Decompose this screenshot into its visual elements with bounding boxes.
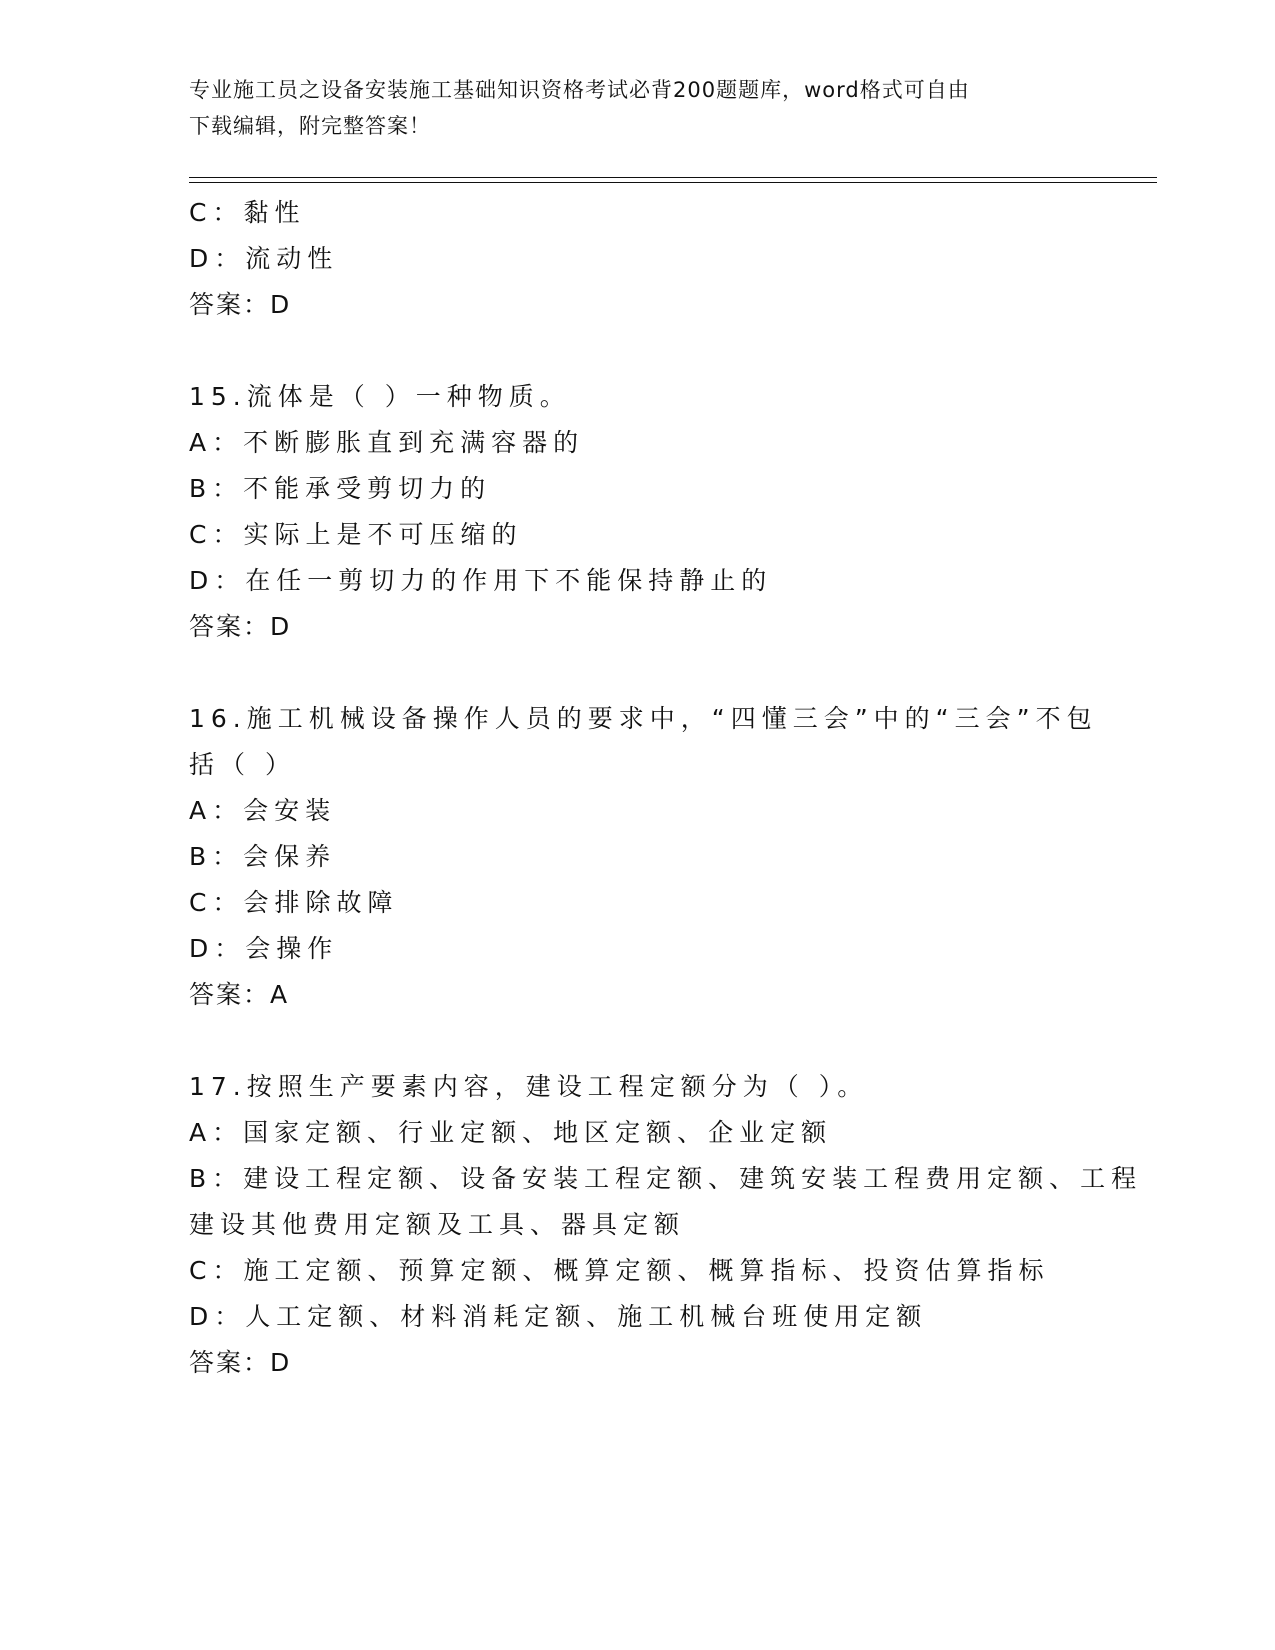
answer-line: 答案：D bbox=[189, 612, 292, 641]
option-c: C：实际上是不可压缩的 bbox=[189, 520, 523, 549]
header-line-1: 专业施工员之设备安装施工基础知识资格考试必背200题题库，word格式可自由 bbox=[189, 78, 970, 102]
question-block-14-tail bbox=[189, 190, 1089, 328]
answer-line: 答案：D bbox=[189, 1348, 292, 1377]
option-b-line-2: 建设其他费用定额及工具、器具定额 bbox=[189, 1210, 686, 1239]
question-stem-line-1: 16.施工机械设备操作人员的要求中，“四懂三会”中的“三会”不包 bbox=[189, 704, 1098, 733]
answer-line: 答案：D bbox=[189, 290, 292, 319]
option-a: A：会安装 bbox=[189, 796, 337, 825]
option-b: B：会保养 bbox=[189, 842, 337, 871]
option-b-line-1: B：建设工程定额、设备安装工程定额、建筑安装工程费用定额、工程 bbox=[189, 1164, 1143, 1193]
question-list bbox=[189, 190, 1143, 1386]
option-a: A：不断膨胀直到充满容器的 bbox=[189, 428, 585, 457]
question-block-15 bbox=[189, 374, 1089, 650]
option-a: A：国家定额、行业定额、地区定额、企业定额 bbox=[189, 1118, 833, 1147]
option-c: C：施工定额、预算定额、概算定额、概算指标、投资估算指标 bbox=[189, 1256, 1050, 1285]
question-stem: 17.按照生产要素内容，建设工程定额分为（ ）。 bbox=[189, 1072, 869, 1101]
answer-line: 答案：A bbox=[189, 980, 290, 1009]
option-d: D：在任一剪切力的作用下不能保持静止的 bbox=[189, 566, 773, 595]
question-stem: 15.流体是（ ）一种物质。 bbox=[189, 382, 571, 411]
header-divider-top bbox=[189, 177, 1157, 178]
option-d: D：会操作 bbox=[189, 934, 339, 963]
header-line-2: 下载编辑，附完整答案！ bbox=[189, 114, 431, 138]
option-c: C：黏性 bbox=[189, 198, 306, 227]
question-block-16 bbox=[189, 696, 1098, 1018]
header-divider-bottom bbox=[189, 182, 1157, 183]
option-d: D：人工定额、材料消耗定额、施工机械台班使用定额 bbox=[189, 1302, 928, 1331]
option-c: C：会排除故障 bbox=[189, 888, 399, 917]
spacer bbox=[189, 1018, 1089, 1064]
question-block-17 bbox=[189, 1064, 1143, 1386]
spacer bbox=[189, 328, 1089, 374]
spacer bbox=[189, 650, 1089, 696]
question-stem-line-2: 括（ ） bbox=[189, 750, 296, 779]
option-b: B：不能承受剪切力的 bbox=[189, 474, 492, 503]
option-d: D：流动性 bbox=[189, 244, 339, 273]
document-header bbox=[189, 72, 1089, 144]
